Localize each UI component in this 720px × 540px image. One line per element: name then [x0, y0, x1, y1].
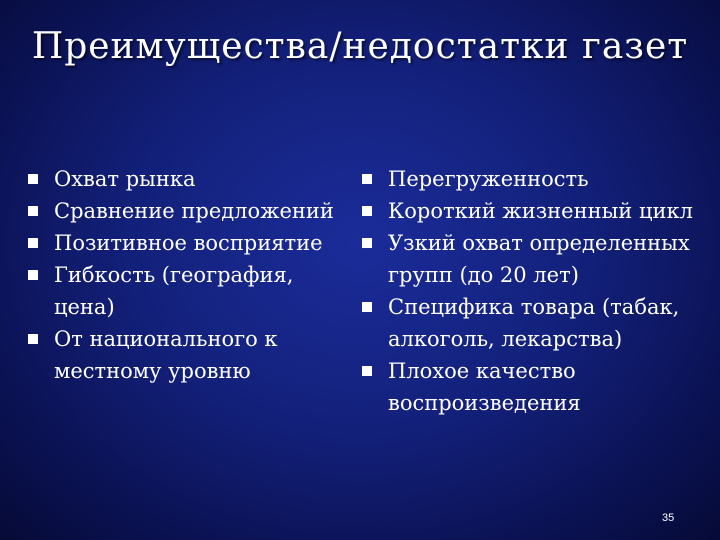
advantage-text: Позитивное восприятие [54, 231, 323, 255]
disadvantages-list [360, 163, 715, 419]
disadvantage-item [360, 195, 715, 227]
disadvantage-text: Перегруженность [388, 167, 589, 191]
advantage-item [26, 323, 356, 387]
disadvantage-item [360, 163, 715, 195]
advantage-text: Сравнение предложений [54, 199, 334, 223]
disadvantage-text: Узкий охват определенных групп (до 20 лет) [388, 231, 690, 287]
square-bullet-icon [362, 206, 372, 216]
disadvantage-item [360, 355, 715, 419]
square-bullet-icon [362, 366, 372, 376]
advantage-item [26, 163, 356, 195]
disadvantage-item [360, 291, 715, 355]
square-bullet-icon [28, 334, 38, 344]
advantage-item [26, 259, 356, 323]
square-bullet-icon [362, 302, 372, 312]
slide-title: Преимущества/недостатки газет [31, 26, 689, 67]
square-bullet-icon [28, 270, 38, 280]
disadvantage-text: Плохое качество воспроизведения [388, 359, 581, 415]
square-bullet-icon [28, 238, 38, 248]
page-number: 35 [662, 512, 675, 524]
advantage-text: Охват рынка [54, 167, 196, 191]
advantage-text: Гибкость (география, цена) [54, 263, 294, 319]
advantage-item [26, 227, 356, 259]
advantage-item [26, 195, 356, 227]
square-bullet-icon [362, 238, 372, 248]
square-bullet-icon [28, 174, 38, 184]
advantage-text: От национального к местному уровню [54, 327, 278, 383]
disadvantage-text: Специфика товара (табак, алкоголь, лекарства) [388, 295, 680, 351]
advantages-list [26, 163, 356, 387]
disadvantage-item [360, 227, 715, 291]
square-bullet-icon [362, 174, 372, 184]
square-bullet-icon [28, 206, 38, 216]
disadvantage-text: Короткий жизненный цикл [388, 199, 693, 223]
